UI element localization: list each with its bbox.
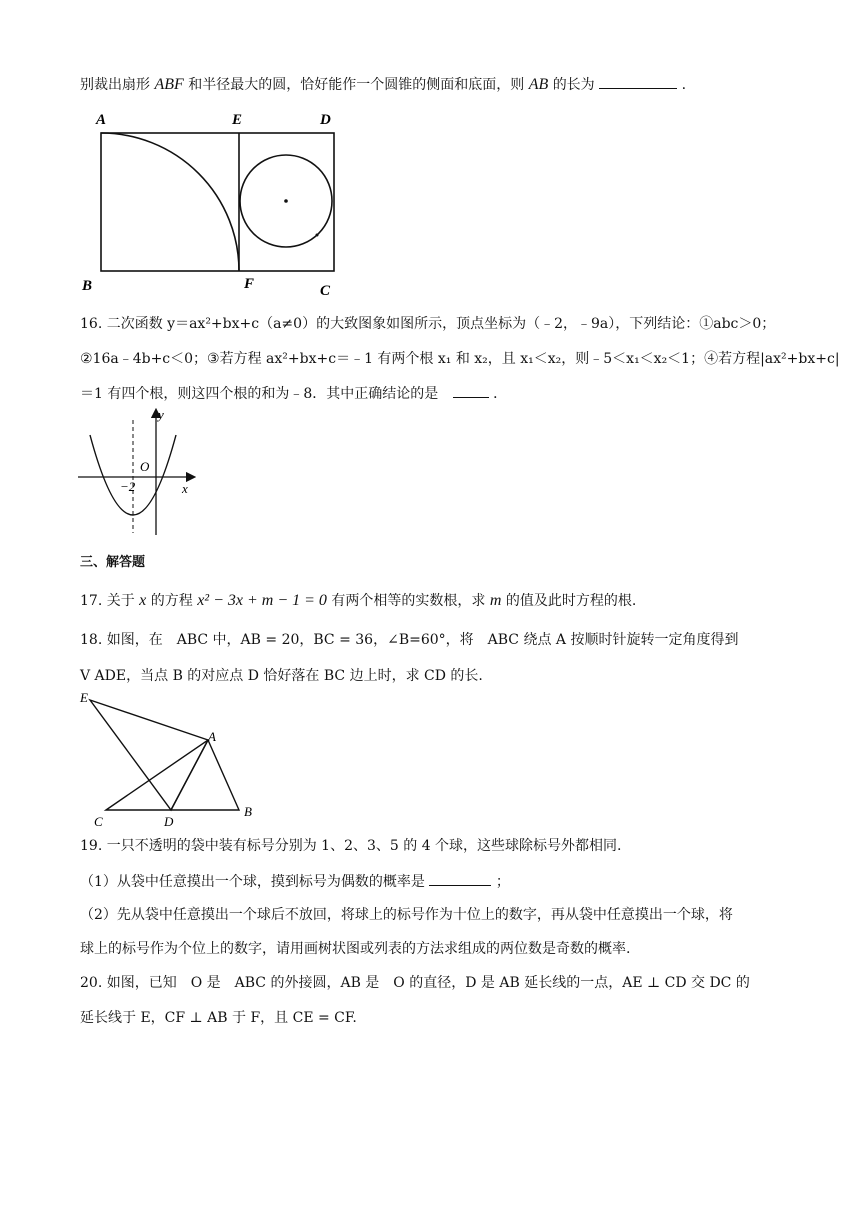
q17-equation: x² − 3x + m − 1 = 0 <box>197 592 327 609</box>
q16-line3 <box>80 383 507 404</box>
q18-label-a: A <box>208 729 216 744</box>
section-heading: 三、解答题 <box>80 555 146 570</box>
q16-label-minus2: −2 <box>120 479 136 494</box>
q15-label-d: D <box>320 112 331 128</box>
q16-parabola <box>90 435 176 515</box>
q16-label-x: x <box>182 481 188 496</box>
q17-text-d: 的值及此时方程的根. <box>505 593 637 609</box>
q15-text-c: 的长为 <box>552 77 595 93</box>
q15-sector-arc <box>101 133 239 271</box>
q17-text-b: 的方程 <box>150 593 198 609</box>
q15-label-a: A <box>96 112 107 128</box>
q20-line2: 延长线于 E，CF ⊥ AB 于 F，且 CE = CF. <box>80 1010 357 1026</box>
q17-var-m: m <box>489 592 502 609</box>
q15-label-f: F <box>244 276 255 292</box>
q15-text <box>80 74 686 95</box>
q18-label-e: E <box>80 690 88 705</box>
q16-line3-end: ． <box>493 386 508 402</box>
q18-segment-ad <box>171 740 208 810</box>
q15-circle-center <box>284 199 288 203</box>
q19-line1: 19. 一只不透明的袋中装有标号分别为 1、2、3、5 的 4 个球，这些球除标号外都相同. <box>80 838 622 854</box>
q15-rect <box>101 133 334 271</box>
q18-line2: V ADE，当点 B 的对应点 D 恰好落在 BC 边上时，求 CD 的长. <box>80 668 483 684</box>
q15-figure <box>76 105 346 300</box>
q18-triangle-abc <box>106 740 239 810</box>
q18-label-b: B <box>244 804 252 819</box>
q17-text-a: 17. 关于 <box>80 593 135 609</box>
q15-end: . <box>681 77 687 93</box>
q16-line1: 16. 二次函数 y＝ax²+bx+c（a≠0）的大致图象如图所示，顶点坐标为（﹣2，﹣9a），下列结论：①abc＞0； <box>80 316 776 332</box>
q18-triangle-ade <box>90 700 208 810</box>
q17-text-c: 有两个相等的实数根，求 <box>331 593 486 609</box>
q17-var-x: x <box>139 592 147 609</box>
q16-label-y: y <box>158 407 164 422</box>
q15-sector: ABF <box>154 76 184 93</box>
q16-line2: ②16a﹣4b+c＜0；③若方程 ax²+bx+c＝﹣1 有两个根 x₁ 和 x₂，且 x₁＜x₂，则﹣5＜x₁＜x₂＜1；④若方程|ax²+bx+c| <box>80 351 840 367</box>
q19-answer-blank <box>429 871 491 886</box>
q18-label-d: D <box>164 814 174 829</box>
q19-line2-text: （1）从袋中任意摸出一个球，摸到标号为偶数的概率是 <box>80 874 425 890</box>
q19-line2-end: ； <box>495 874 510 890</box>
q15-seg: AB <box>528 76 549 93</box>
q19-line2 <box>80 871 510 892</box>
q18-line1: 18. 如图，在 ABC 中，AB = 20，BC = 36，∠B=60°，将 ABC 绕点 A 按顺时针旋转一定角度得到 <box>80 632 739 648</box>
q15-label-e: E <box>232 112 243 128</box>
q15-circle-point <box>316 234 319 237</box>
q15-text-b: 和半径最大的圆，恰好能作一个圆锥的侧面和底面，则 <box>188 77 525 93</box>
q18-label-c: C <box>94 814 103 829</box>
q16-figure <box>76 405 206 540</box>
q19-line3: （2）先从袋中任意摸出一个球后不放回，将球上的标号作为十位上的数字，再从袋中任意摸出一个球，将 <box>80 907 733 923</box>
q15-answer-blank <box>599 74 677 89</box>
q16-line3-text: ＝1 有四个根，则这四个根的和为﹣8．其中正确结论的是 <box>80 386 439 402</box>
q20-line1: 20. 如图，已知 O 是 ABC 的外接圆，AB 是 O 的直径，D 是 AB 延长线的一点，AE ⊥ CD 交 DC 的 <box>80 975 750 991</box>
q17-text <box>80 591 636 611</box>
q15-label-c: C <box>320 283 331 299</box>
q16-answer-blank <box>453 383 489 398</box>
q15-text-a: 别裁出扇形 <box>80 77 150 93</box>
q18-figure <box>76 688 276 833</box>
q16-label-o: O <box>140 459 150 474</box>
q19-line4: 球上的标号作为个位上的数字，请用画树状图或列表的方法求组成的两位数是奇数的概率. <box>80 941 631 957</box>
q15-label-b: B <box>82 278 93 294</box>
